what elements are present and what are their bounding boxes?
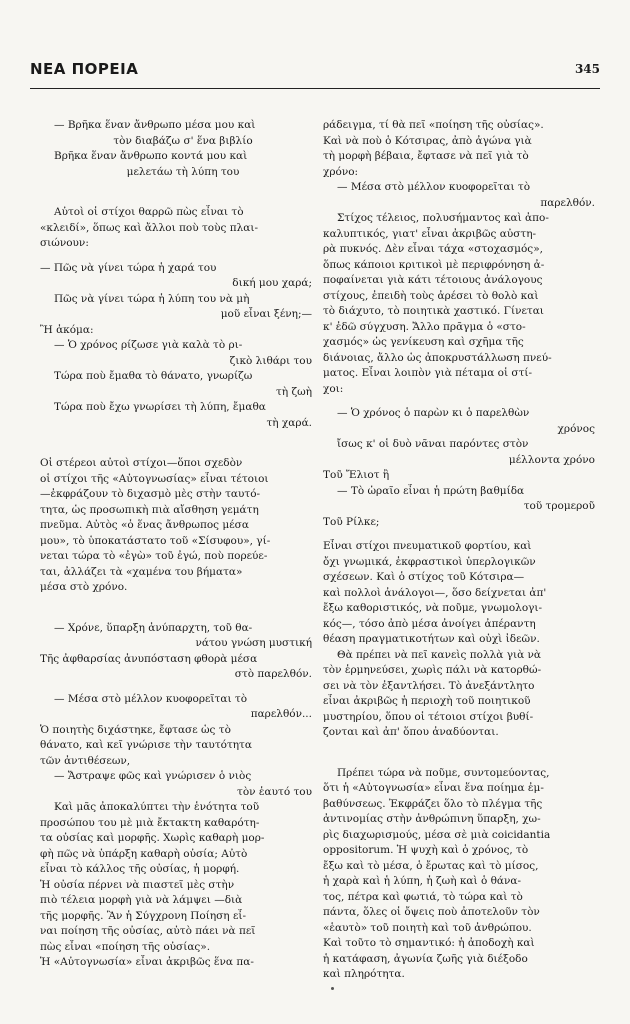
text-line: μέσα στὸ χρόνο. <box>40 581 128 593</box>
text-line: θάνατο, καὶ κεῖ γνώρισε τὴν ταυτότητα <box>40 739 252 751</box>
text-line: μου», τὸ ὑποκατάστατο τοῦ «Σίσυφου», γί- <box>40 534 271 547</box>
poem-excerpt-1 <box>40 118 312 180</box>
text-line: —ἐκφράζουν τὸ διχασμὸ μὲς στὴν ταυτό- <box>40 488 261 500</box>
text-line: «ἑαυτὸ» τοῦ ποιητὴ καὶ τοῦ ἀνθρώπου. <box>323 921 532 934</box>
text-line: μελετάω τὴ λύπη του <box>126 165 240 178</box>
text-line: ρὰ πυκνός. Δὲν εἶναι τάχα «στοχασμός», <box>323 243 543 255</box>
paragraph <box>40 456 312 596</box>
text-line: τὸ διάχυτο, τὸ ποιητικὰ χαστικό. Γίνεται <box>323 305 544 317</box>
text-line: ἡ κατάφαση, ἀγωνία ζωῆς γιὰ διέξοδο <box>323 952 528 965</box>
text-line: Ἢ ἀκόμα: <box>40 323 94 336</box>
text-line: τῶν ἀντιθέσεων, <box>40 754 131 767</box>
text-line: ρὶς διαχωρισμούς, μέσα σὲ μιὰ coicidantia <box>323 828 551 841</box>
text-line: κ' ἐδῶ σύγχυση. Ἄλλο πρᾶγμα ὁ «στο- <box>323 320 526 333</box>
text-line: τοῦ τρομεροῦ <box>523 500 595 512</box>
text-line: Ἡ «Αὐτογνωσία» εἶναι ἀκριβῶς ἕνα πα- <box>40 956 254 968</box>
text-line: σει νὰ τὸν ἐξαντλήσει. Τὸ ἀνεξάντλητο <box>323 679 535 692</box>
text-line: μυστηρίου, ὅπου οἱ τέτοιοι στίχοι βυθί- <box>323 710 534 723</box>
text-line: τὸν ἑρμηνεύσει, χωρὶς πάλι νὰ κατορθώ- <box>323 664 542 676</box>
paragraph <box>323 539 595 741</box>
text-line: χρόνος <box>557 422 595 435</box>
text-line: πνεῦμα. Αὐτὸς «ὁ ἕνας ἄνθρωπος μέσα <box>40 519 249 531</box>
text-line: — Ἄστραψε φῶς καὶ γνώρισεν ὁ νιὸς <box>54 770 252 782</box>
header-rule <box>30 88 600 89</box>
text-line: εἶναι ἀκριβῶς ἡ περιοχὴ τοῦ ποιητικοῦ <box>323 695 531 707</box>
text-line: Καὶ νὰ ποὺ ὁ Κότσιρας, ἀπὸ ἀγώνα γιὰ <box>323 134 532 147</box>
text-line: — Τὸ ὡραῖο εἶναι ἡ πρώτη βαθμίδα <box>337 484 525 497</box>
left-column <box>40 118 312 980</box>
text-line: Καὶ τοῦτο τὸ σημαντικό: ἡ ἀποδοχὴ καὶ <box>323 937 535 949</box>
text-line: στίχους, ἐπειδὴ τοὺς ἀρέσει τὸ θολὸ καὶ <box>323 289 539 302</box>
text-line: ναι ποίηση τῆς οὐσίας, αὐτὸ πάει νὰ πεῖ <box>40 925 256 937</box>
text-line: προσώπου του μὲ μιὰ ἔκτακτη καθαρότη- <box>40 816 260 829</box>
text-line: μοῦ εἶναι ξένη;— <box>220 308 312 320</box>
paragraph <box>40 205 312 252</box>
text-line: διάνοιας, ἄλλο ὡς ἀποκρυστάλλωση πνεύ- <box>323 351 552 364</box>
paragraph <box>40 692 312 971</box>
text-line: Τώρα ποὺ ἔχω γνωρίσει τὴ λύπη, ἔμαθα <box>54 401 266 413</box>
text-line: ἡ χαρὰ καὶ ἡ λύπη, ἡ ζωὴ καὶ ὁ θάνα- <box>323 875 522 887</box>
text-line: νάτου γνώση μυστική <box>195 637 312 649</box>
text-line: χοι: <box>323 382 344 395</box>
text-line: χασμός» ὡς γενίκευση καὶ σχῆμα τῆς <box>323 336 524 348</box>
text-line: τὴ χαρά. <box>266 416 312 429</box>
poem-excerpt-2 <box>40 261 312 432</box>
text-line: «κλειδί», ὅπως καὶ ἄλλοι ποὺ τοὺς πλαι- <box>40 221 259 234</box>
text-line: Ἡ οὐσία πέρνει νὰ πιαστεῖ μὲς στὴν <box>40 878 235 891</box>
text-line: Πρέπει τώρα νὰ ποῦμε, συντομεύοντας, <box>337 766 550 779</box>
text-line: — Μέσα στὸ μέλλον κυοφορεῖται τὸ <box>337 181 531 193</box>
text-line: Στίχος τέλειος, πολυσήμαντος καὶ ἀπο- <box>337 212 549 224</box>
text-line: πὼς εἶναι «ποίηση τῆς οὐσίας». <box>40 940 211 953</box>
paragraph <box>323 118 595 397</box>
text-line: νεται τώρα τὸ «ἐγὼ» τοῦ ἐγώ, ποὺ πορεύε- <box>40 550 268 562</box>
poem-excerpt-3 <box>40 621 312 683</box>
text-line: ἔξω καθοριστικός, νὰ ποῦμε, γνωμολογι- <box>323 602 543 614</box>
text-line: τὴ μορφὴ βέβαια, ἔφτασε νὰ πεῖ γιὰ τὸ <box>323 150 529 162</box>
text-line: παρελθόν... <box>250 708 312 720</box>
text-line: ὅπως κάποιοι κριτικοὶ μὲ περιφρόνηση ἀ- <box>323 258 545 271</box>
text-line: — Ὁ χρόνος ὁ παρὼν κι ὁ παρελθὼν <box>337 407 530 419</box>
text-line: κός—, τόσο ἀπὸ μέσα ἀνοίγει ἀπέραντη <box>323 617 536 630</box>
text-line: Τώρα ποὺ ἔμαθα τὸ θάνατο, γνωρίζω <box>54 370 253 382</box>
text-line: παρελθόν. <box>540 196 595 209</box>
journal-title: ΝΕΑ ΠΟΡΕΙΑ <box>30 60 139 78</box>
text-line: — Χρόνε, ὕπαρξη ἀνύπαρχτη, τοῦ θα- <box>54 621 253 634</box>
text-line: — Βρῆκα ἕναν ἄνθρωπο μέσα μου καὶ <box>54 119 256 131</box>
text-line: — Πῶς νὰ γίνει τώρα ἡ χαρά του <box>40 261 217 274</box>
text-line: ἔξω καὶ τὸ μέσα, ὁ ἔρωτας καὶ τὸ μίσος, <box>323 859 539 872</box>
text-line: Καὶ μᾶς ἀποκαλύπτει τὴν ἑνότητα τοῦ <box>54 801 260 813</box>
text-line: πάντα, ὅλες οἱ ὄψεις ποὺ ἀποτελοῦν τὸν <box>323 906 540 918</box>
text-line: — Μέσα στὸ μέλλον κυοφορεῖται τὸ <box>54 692 248 705</box>
text-line: πιὸ τέλεια μορφὴ γιὰ νὰ λάμψει —διὰ <box>40 894 243 906</box>
text-line: δική μου χαρά; <box>232 277 312 289</box>
text-line: φὴ πῶς νὰ ὑπάρξη καθαρὴ οὐσία; Αὐτὸ <box>40 847 248 860</box>
text-line: ζικὸ λιθάρι του <box>229 354 312 367</box>
text-line: τῆς μορφῆς. Ἂν ἡ Σύγχρονη Ποίηση εἶ- <box>40 909 247 922</box>
text-line: καλυπτικός, γιατ' εἶναι ἀκριβῶς αὐστη- <box>323 227 537 240</box>
text-line: τὸν ἑαυτό του <box>237 785 312 798</box>
text-line: Θὰ πρέπει νὰ πεῖ κανεὶς πολλὰ γιὰ νὰ <box>337 648 542 661</box>
text-line: Τοῦ Ρίλκε; <box>323 515 380 528</box>
text-line: τὸν διαβάζω σ' ἕνα βιβλίο <box>113 134 253 147</box>
text-line: οἱ στίχοι τῆς «Αὐτογνωσίας» εἶναι τέτοιοι <box>40 472 269 485</box>
text-line: — Ὁ χρόνος ρίζωσε γιὰ καλὰ τὸ ρι- <box>54 339 243 351</box>
ink-speck <box>331 987 334 990</box>
text-line: Τοῦ Ἔλιοτ ἢ <box>323 469 390 481</box>
text-line: στὸ παρελθόν. <box>234 668 312 680</box>
text-line: Εἶναι στίχοι πνευματικοῦ φορτίου, καὶ <box>323 540 532 552</box>
text-line: ἴσως κ' οἱ δυὸ νᾶναι παρόντες στὸν <box>337 438 529 450</box>
text-line: τὴ ζωὴ <box>276 385 312 398</box>
text-line: καὶ πολλοὶ ἀνάλογοι—, ὅσο δείχνεται ἀπ' <box>323 586 547 599</box>
text-line: ράδειγμα, τί θὰ πεῖ «ποίηση τῆς οὐσίας». <box>323 119 544 131</box>
text-line: Ὁ ποιητὴς διχάστηκε, ἔφτασε ὡς τὸ <box>40 723 231 736</box>
text-line: Πῶς νὰ γίνει τώρα ἡ λύπη του νὰ μὴ <box>54 292 250 305</box>
text-line: τητα, ὡς προσωπικὴ πιὰ αἴσθηση γεμάτη <box>40 503 259 516</box>
text-line: θέαση πραγματικοτήτων καὶ οὐχὶ ἰδεῶν. <box>323 633 540 645</box>
text-line: τος, πέτρα καὶ φωτιά, τὸ τώρα καὶ τὸ <box>323 890 523 903</box>
text-line: Αὐτοὶ οἱ στίχοι θαρρῶ πὼς εἶναι τὸ <box>54 206 244 218</box>
page-header <box>30 60 600 84</box>
text-line: σχέσεων. Καὶ ὁ στίχος τοῦ Κότσιρα— <box>323 571 525 583</box>
text-line: εἶναι τὸ κάλλος τῆς οὐσίας, ἡ μορφή. <box>40 863 240 875</box>
text-line: ματος. Εἶναι λοιπὸν γιὰ πέταμα οἱ στί- <box>323 367 533 379</box>
text-line: ὅτι ἡ «Αὐτογνωσία» εἶναι ἕνα ποίημα ἐμ- <box>323 782 544 794</box>
text-line: ται, ἀλλάζει τὰ «χαμένα του βήματα» <box>40 565 243 578</box>
text-line: ποφαίνεται γιὰ κάτι τέτοιους ἀνάλογους <box>323 274 543 286</box>
page-number: 345 <box>574 62 600 76</box>
text-line: μέλλοντα χρόνο <box>508 453 595 466</box>
text-line: ὄχι γνωμικά, ἐκφραστικοὶ ὑπερλογικῶν <box>323 555 536 568</box>
text-line: σιώνουν: <box>40 237 89 249</box>
poem-excerpt-4 <box>323 406 595 530</box>
text-line: τα οὐσίας καὶ μορφῆς. Χωρὶς καθαρὴ μορ- <box>40 832 265 844</box>
paragraph <box>323 766 595 983</box>
text-line: χρόνο: <box>323 165 359 178</box>
text-line: βαθύνσεως. Ἐκφράζει ὅλο τὸ πλέγμα τῆς <box>323 797 543 810</box>
text-line: Τῆς ἀφθαρσίας ἀνυπόσταση φθορὰ μέσα <box>40 652 258 665</box>
text-line: καὶ πληρότητα. <box>323 968 405 980</box>
text-line: ζονται καὶ ἀπ' ὅπου ἀναδύονται. <box>323 726 499 738</box>
right-column <box>323 118 595 992</box>
text-line: Βρῆκα ἕναν ἄνθρωπο κοντά μου καὶ <box>54 150 248 162</box>
text-line: oppositorum. Ἡ ψυχὴ καὶ ὁ χρόνος, τὸ <box>323 844 529 856</box>
text-line: Οἱ στέρεοι αὐτοὶ στίχοι—ὅποι σχεδὸν <box>40 457 243 469</box>
text-line: ἀντινομίας στὴν ἀνθρώπινη ὕπαρξη, χω- <box>323 813 541 825</box>
